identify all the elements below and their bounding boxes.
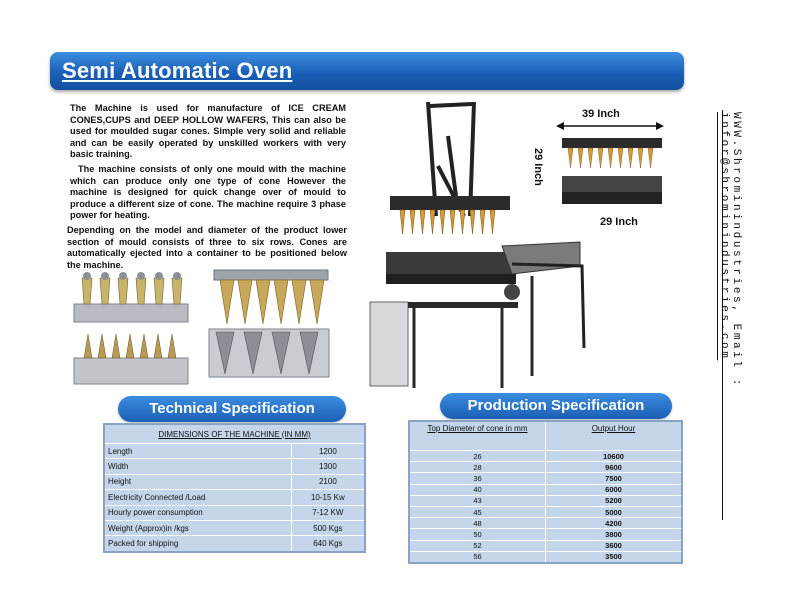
table-header-row [104,424,365,444]
diameter-cell: 36 [409,473,546,484]
spec-label: Width [104,459,291,474]
oven-closeup-photo [560,136,664,208]
description-paragraph-1: The Machine is used for manufacture of ICE CREAM CONES,CUPS and DEEP HOLLOW WAFERS, This can also be used for moulded sugar cones. Simple very solid and reliable and can be easily operated by unskilled workers with very basic training. [70,103,346,159]
spec-label: Hourly power consumption [104,505,291,520]
output-column-header: Output Hour [546,421,683,451]
output-cell: 3800 [546,529,683,540]
production-spec-table [408,420,683,564]
output-cell: 10600 [546,451,683,462]
dimensions-table-title: DIMENSIONS OF THE MACHINE (IN MM) [104,424,365,444]
output-cell: 9600 [546,462,683,473]
cone-mould-photo-2 [212,268,330,328]
output-cell: 5200 [546,495,683,506]
output-cell: 3500 [546,551,683,563]
spec-value: 1300 [291,459,365,474]
contact-info [718,112,742,517]
spec-label: Height [104,474,291,489]
diameter-cell: 48 [409,518,546,529]
table-row [104,459,365,474]
spec-value: 7-12 KW [291,505,365,520]
diameter-cell: 43 [409,495,546,506]
table-header-row [409,421,682,451]
diameter-cell: 28 [409,462,546,473]
width-dimension-arrow [556,121,664,131]
technical-spec-table [103,423,366,553]
diameter-cell: 26 [409,451,546,462]
table-row [104,520,365,535]
table-row [409,506,682,517]
table-row [409,529,682,540]
output-cell: 5000 [546,506,683,517]
diameter-cell: 50 [409,529,546,540]
description-paragraph-3: Depending on the model and diameter of the product lower section of mould consists of three to six rows. Cones are automatically ejected into a container to be positioned below the machine. [67,225,347,270]
output-cell: 7500 [546,473,683,484]
table-row [409,551,682,563]
spec-label: Electricity Connected /Load [104,490,291,505]
diameter-cell: 56 [409,551,546,563]
table-row [104,474,365,489]
output-cell: 4200 [546,518,683,529]
width-dimension-label: 39 Inch [582,108,620,120]
spec-value: 500 Kgs [291,520,365,535]
diameter-column-header: Top Diameter of cone in mm [409,421,546,451]
diameter-cell: 45 [409,506,546,517]
table-row [409,518,682,529]
diameter-cell: 52 [409,540,546,551]
technical-specification-heading: Technical Specification [118,396,346,422]
website-text: WWW.Shrominindustries, Email : [730,112,742,389]
spec-value: 10-15 Kw [291,490,365,505]
table-row [409,451,682,462]
table-row [104,444,365,459]
table-row [409,473,682,484]
description-paragraph-2: The machine consists of only one mould with the machine which can produce only one type of cone However the machine is designed for quick change over of mould to produce a different size of cone. The machine require 3 phase power for heating. [70,164,346,220]
page-title: Semi Automatic Oven [62,58,293,83]
depth-dimension-label: 29 Inch [600,216,638,228]
spec-value: 640 Kgs [291,536,365,552]
output-cell: 3600 [546,540,683,551]
table-row [409,540,682,551]
production-specification-heading: Production Specification [440,393,672,419]
table-row [104,536,365,552]
table-row [409,462,682,473]
table-row [409,484,682,495]
spec-value: 2100 [291,474,365,489]
email-link[interactable]: infor@shrominindustries.com [718,112,730,361]
table-row [104,490,365,505]
spec-label: Weight (Approx)in /kgs [104,520,291,535]
cone-mould-photo-1 [72,270,190,328]
cone-mould-photo-4 [208,328,330,378]
spec-label: Packed for shipping [104,536,291,552]
oven-machine-photo [352,96,588,396]
table-row [104,505,365,520]
table-row [409,495,682,506]
output-cell: 6000 [546,484,683,495]
spec-value: 1200 [291,444,365,459]
diameter-cell: 40 [409,484,546,495]
spec-label: Length [104,444,291,459]
height-dimension-label: 29 Inch [532,148,544,186]
cone-mould-photo-3 [72,330,190,388]
